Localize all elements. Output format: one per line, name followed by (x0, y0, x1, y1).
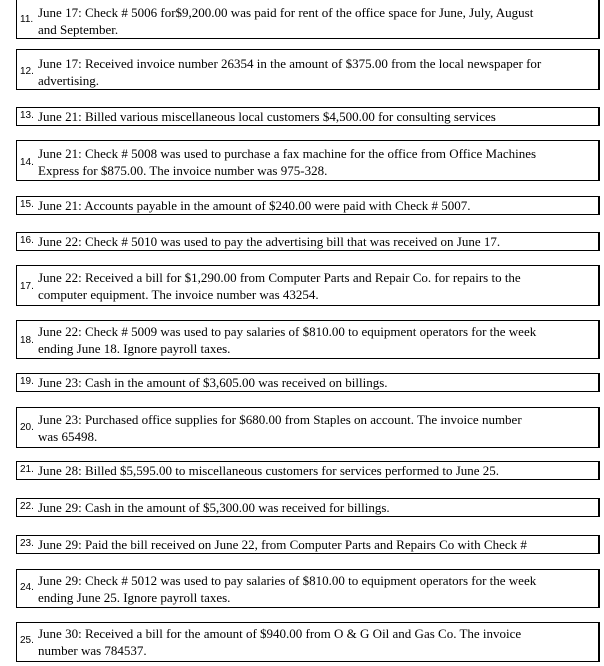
item-number: 24. (20, 582, 34, 593)
item-text: June 17: Received invoice number 26354 in the amount of $375.00 from the local newspaper for advertising. (38, 56, 542, 88)
item-text: June 28: Billed $5,595.00 to miscellaneous customers for services performed to June 25. (38, 463, 500, 478)
item-number: 22. (20, 501, 34, 512)
item-number: 20. (20, 422, 34, 433)
item-text: June 21: Check # 5008 was used to purchase a fax machine for the office from Office Machines Express for $875.00. The invoice number was 975-328. (38, 146, 537, 178)
item-number: 14. (20, 157, 34, 168)
item-text: June 29: Check # 5012 was used to pay salaries of $810.00 to equipment operators for the week ending June 25. Ignore payroll taxes. (38, 573, 537, 605)
item-text: June 21: Accounts payable in the amount of $240.00 were paid with Check # 5007. (38, 198, 471, 213)
item-number: 19. (20, 376, 34, 387)
item-text: June 29: Paid the bill received on June 22, from Computer Parts and Repairs Co with Check # (38, 537, 527, 552)
item-text: June 22: Received a bill for $1,290.00 from Computer Parts and Repair Co. for repairs to the computer equipment. The invoice number was 43254. (38, 270, 521, 302)
item-text: June 30: Received a bill for the amount of $940.00 from O & G Oil and Gas Co. The invoice number was 784537. (38, 626, 522, 658)
item-number: 16. (20, 235, 34, 246)
item-text: June 29: Cash in the amount of $5,300.00 was received for billings. (38, 500, 390, 515)
item-text: June 22: Check # 5010 was used to pay the advertising bill that was received on June 17. (38, 234, 501, 249)
item-text: June 23: Purchased office supplies for $680.00 from Staples on account. The invoice number was 65498. (38, 412, 522, 444)
item-text: June 21: Billed various miscellaneous local customers $4,500.00 for consulting services (38, 109, 496, 124)
item-number: 25. (20, 635, 34, 646)
item-text: June 22: Check # 5009 was used to pay salaries of $810.00 to equipment operators for the week ending June 18. Ignore payroll taxes. (38, 324, 537, 356)
item-number: 21. (20, 464, 34, 475)
item-number: 12. (20, 66, 34, 77)
item-number: 23. (20, 538, 34, 549)
item-number: 15. (20, 199, 34, 210)
item-text: June 17: Check # 5006 for$9,200.00 was paid for rent of the office space for June, July, August and September. (38, 5, 534, 37)
item-number: 17. (20, 281, 34, 292)
item-text: June 23: Cash in the amount of $3,605.00 was received on billings. (38, 375, 388, 390)
item-number: 18. (20, 335, 34, 346)
item-number: 13. (20, 110, 34, 121)
item-number: 11. (20, 14, 34, 25)
